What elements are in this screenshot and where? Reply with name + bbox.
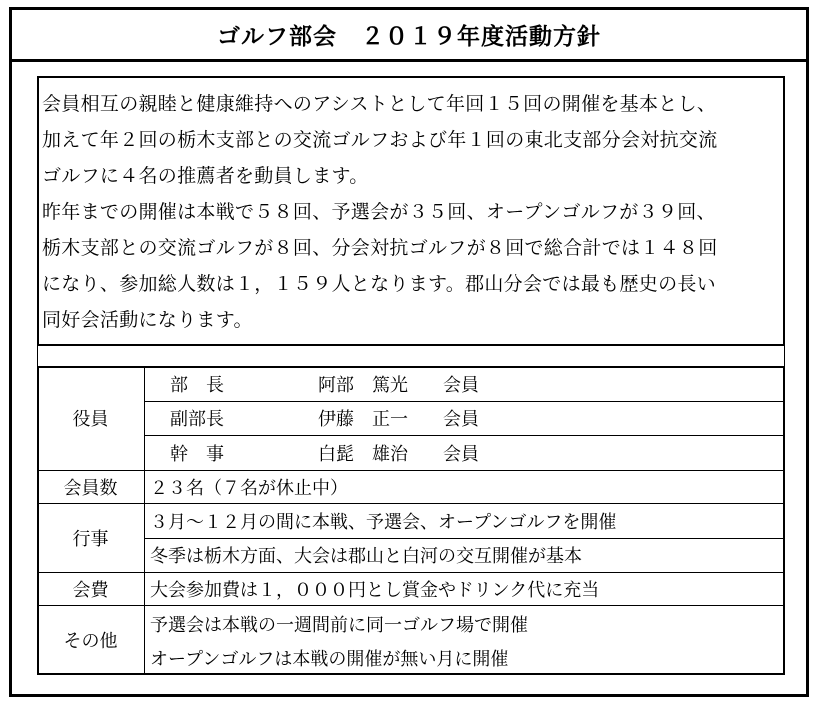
other-line: 予選会は本戦の一週間前に同一ゴルフ場で開催 — [150, 614, 528, 636]
row-divider — [37, 605, 785, 606]
events-line: 冬季は栃木方面、大会は郡山と白河の交互開催が基本 — [150, 546, 582, 567]
fees-label: 会費 — [72, 579, 109, 601]
policy-line: になり、参加総人数は１，１５９人となります。郡山分会では最も歴史の長い — [42, 273, 716, 295]
officer-title: 会員 — [443, 443, 479, 465]
other-label: その他 — [63, 631, 118, 652]
officer-role: 部 長 — [170, 374, 224, 396]
officer-name: 伊藤 正一 — [318, 409, 408, 430]
events-label: 行事 — [72, 528, 109, 550]
page-title: ゴルフ部会 ２０１９年度活動方針 — [217, 24, 601, 50]
other-line: オープンゴルフは本戦の開催が無い月に開催 — [150, 648, 509, 670]
policy-line: 加えて年２回の栃木支部との交流ゴルフおよび年１回の東北支部分会対抗交流 — [42, 129, 718, 151]
officers-label: 役員 — [72, 409, 109, 430]
officer-name: 阿部 篤光 — [318, 374, 408, 396]
column-divider — [144, 366, 145, 675]
policy-line: ゴルフに４名の推薦者を動員します。 — [42, 165, 369, 187]
fees-value: 大会参加費は１，０００円とし賞金やドリンク代に充当 — [150, 579, 600, 601]
policy-line: 昨年までの開催は本戦で５８回、予選会が３５回、オープンゴルフが３９回、 — [42, 201, 716, 223]
officer-role: 幹 事 — [170, 443, 224, 465]
policy-line: 会員相互の親睦と健康維持へのアシストとして年回１５回の開催を基本とし、 — [42, 93, 717, 115]
policy-line: 同好会活動になります。 — [42, 309, 253, 331]
officer-role: 副部長 — [170, 409, 224, 430]
members-value: ２３名（７名が休止中） — [150, 477, 348, 499]
officer-name: 白髭 雄治 — [318, 443, 408, 465]
officer-title: 会員 — [443, 409, 479, 430]
officer-title: 会員 — [443, 374, 479, 396]
members-label: 会員数 — [63, 477, 118, 499]
events-line: ３月～１２月の間に本戦、予選会、オープンゴルフを開催 — [150, 511, 617, 533]
policy-line: 栃木支部との交流ゴルフが８回、分会対抗ゴルフが８回で総合計では１４８回 — [42, 237, 718, 259]
